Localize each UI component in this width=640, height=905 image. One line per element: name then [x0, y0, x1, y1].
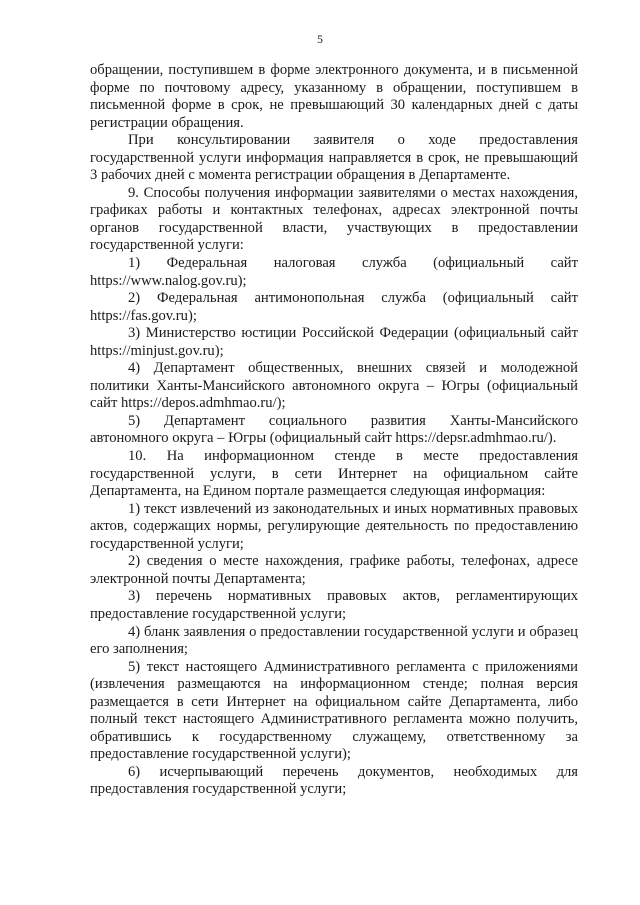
list-item-9-1: 1) Федеральная налоговая служба (официальный сайт https://www.nalog.gov.ru); [90, 255, 578, 289]
list-item-10-2: 2) сведения о месте нахождения, графике работы, телефонах, адресе электронной почты Департамента; [90, 553, 578, 587]
list-item-9-4: 4) Департамент общественных, внешних связей и молодежной политики Ханты-Мансийского автономного округа – Югры (официальный сайт https://depos.admhmao.ru/); [90, 360, 578, 412]
document-body [90, 62, 578, 799]
list-item-9-3: 3) Министерство юстиции Российской Федерации (официальный сайт https://minjust.gov.ru); [90, 325, 578, 359]
paragraph-item-9: 9. Способы получения информации заявителями о местах нахождения, графиках работы и контактных телефонах, адресах электронной почты органов государственной власти, участвующих в предоставлении государственной услуги: [90, 184, 578, 254]
paragraph-continuation: обращении, поступившем в форме электронного документа, и в письменной форме по почтовому адресу, указанному в обращении, поступившем в письменной форме в срок, не превышающий 30 календарных дней с даты регистрации обращения. [90, 62, 578, 131]
list-item-9-5: 5) Департамент социального развития Ханты-Мансийского автономного округа – Югры (официальный сайт https://depsr.admhmao.ru/). [90, 412, 578, 447]
list-item-10-4: 4) бланк заявления о предоставлении государственной услуги и образец его заполнения; [90, 623, 578, 658]
list-item-10-1: 1) текст извлечений из законодательных и иных нормативных правовых актов, содержащих нормы, регулирующие деятельность по предоставлению государственной услуги; [90, 500, 578, 552]
paragraph-item-10: 10. На информационном стенде в месте предоставления государственной услуги, в сети Интернет на официальном сайте Департамента, на Едином портале размещается следующая информация: [90, 448, 578, 500]
paragraph-consultation: При консультировании заявителя о ходе предоставления государственной услуги информация направляется в срок, не превышающий 3 рабочих дней с момента регистрации обращения в Департаменте. [90, 132, 578, 184]
list-item-10-6: 6) исчерпывающий перечень документов, необходимых для предоставления государственной услуги; [90, 763, 578, 798]
list-item-10-5: 5) текст настоящего Административного регламента с приложениями (извлечения размещаются на информационном стенде; полная версия размещается в сети Интернет на официальном сайте Департамента, либо полный текст настоящего Административного регламента можно получить, обратившись к государственному служащему, ответственному за предоставление государственной услуги); [90, 658, 578, 763]
list-item-10-3: 3) перечень нормативных правовых актов, регламентирующих предоставление государственной услуги; [90, 588, 578, 622]
page-number: 5 [317, 34, 323, 46]
list-item-9-2: 2) Федеральная антимонопольная служба (официальный сайт https://fas.gov.ru); [90, 290, 578, 324]
